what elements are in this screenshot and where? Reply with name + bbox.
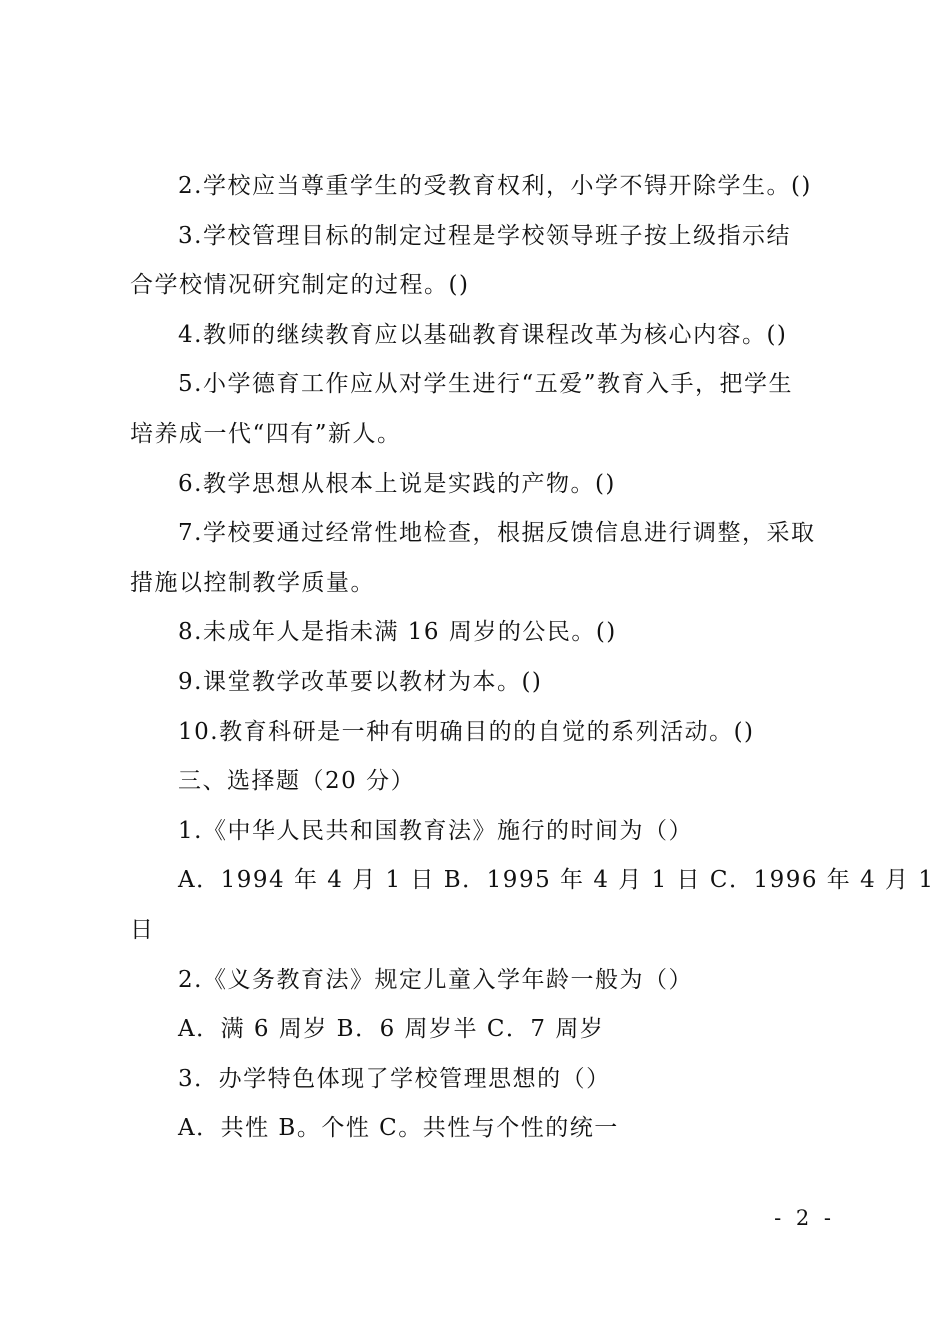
question-line: 1.《中华人民共和国教育法》施行的时间为（） (178, 817, 693, 844)
page-number: - 2 - (774, 1206, 835, 1230)
text-line: 措施以控制教学质量。 (130, 569, 375, 596)
question-line: 3．办学特色体现了学校管理思想的（） (178, 1065, 611, 1092)
question-line: 2.《义务教育法》规定儿童入学年龄一般为（） (178, 966, 693, 993)
options-line: 日 (130, 916, 155, 943)
text-line: 6.教学思想从根本上说是实践的产物。() (178, 470, 616, 497)
text-line: 培养成一代“四有”新人。 (130, 420, 402, 447)
text-line: 合学校情况研究制定的过程。() (130, 272, 470, 299)
text-line: 5.小学德育工作应从对学生进行“五爱”教育入手，把学生 (178, 371, 793, 398)
options-line: A．1994 年 4 月 1 日 B．1995 年 4 月 1 日 C．1996 年 4 月 1 (178, 867, 935, 894)
text-line: 10.教育科研是一种有明确目的的自觉的系列活动。() (178, 718, 755, 745)
text-line: 3.学校管理目标的制定过程是学校领导班子按上级指示结 (178, 222, 791, 249)
section-heading: 三、选择题（20 分） (178, 768, 416, 795)
text-line: 7.学校要通过经常性地检查，根据反馈信息进行调整，采取 (178, 520, 816, 547)
text-line: 4.教师的继续教育应以基础教育课程改革为核心内容。() (178, 321, 788, 348)
text-line: 8.未成年人是指未满 16 周岁的公民。() (178, 619, 617, 646)
document-body (130, 162, 935, 1154)
text-line: 9.课堂教学改革要以教材为本。() (178, 668, 543, 695)
options-line: A．满 6 周岁 B．6 周岁半 C．7 周岁 (178, 1016, 605, 1043)
options-line: A．共性 B。个性 C。共性与个性的统一 (178, 1115, 619, 1142)
text-line: 2.学校应当尊重学生的受教育权利，小学不锝开除学生。() (178, 173, 812, 199)
